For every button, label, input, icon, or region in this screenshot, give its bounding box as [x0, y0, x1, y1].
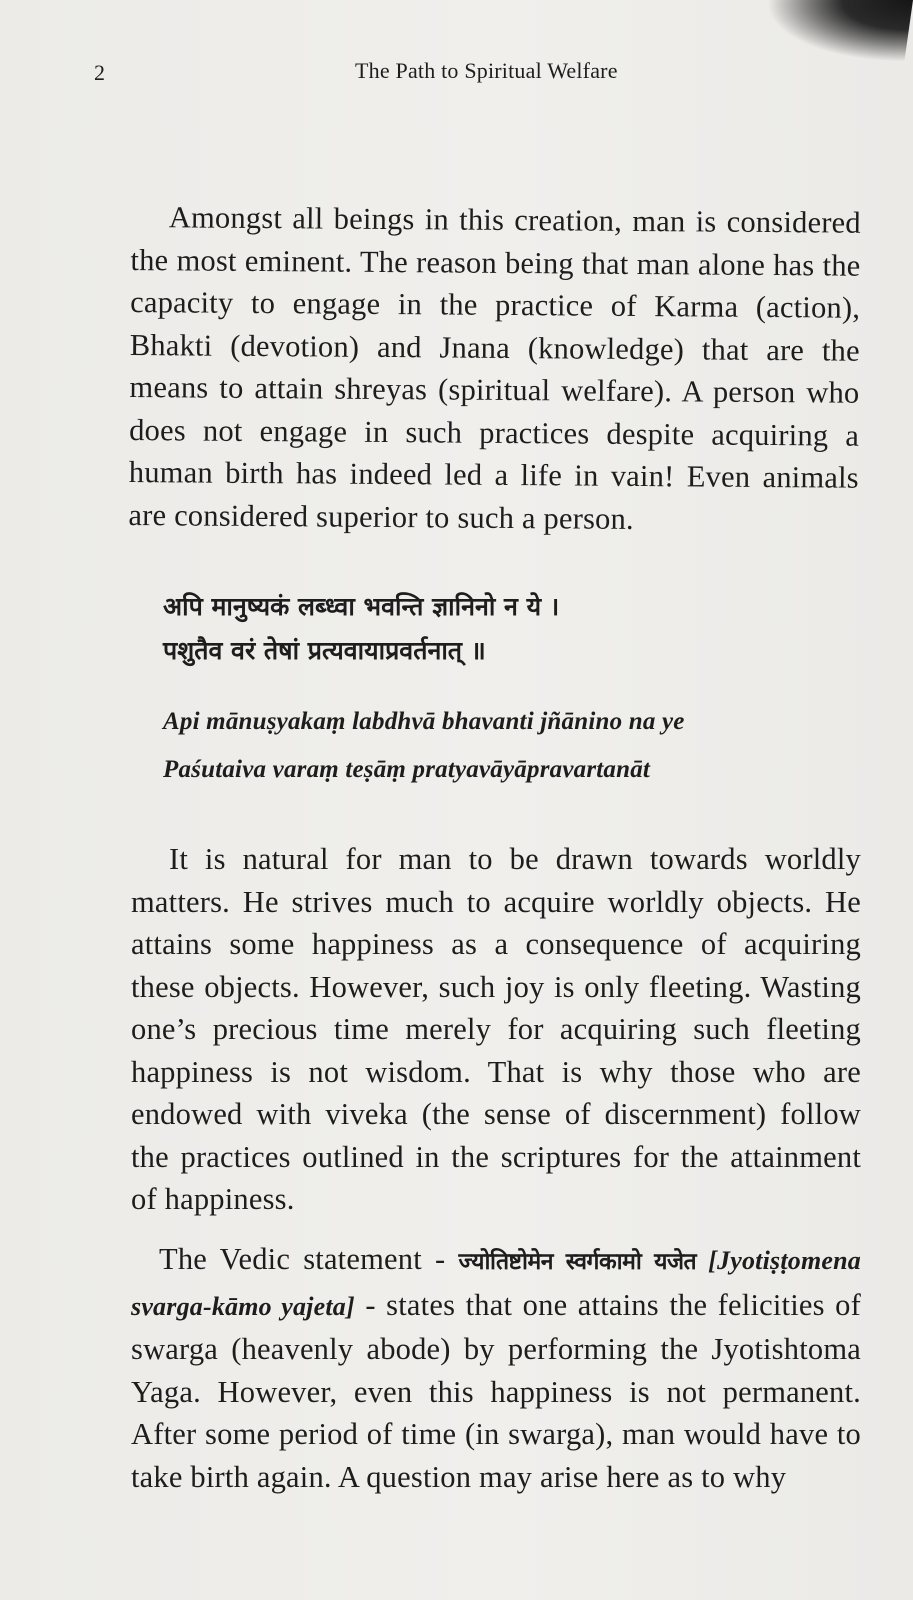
verse-devanagari-line-1: अपि मानुष्यकं लब्ध्वा भवन्ति ज्ञानिनो न ये ।	[163, 592, 560, 621]
running-title: The Path to Spiritual Welfare	[355, 58, 618, 83]
paragraph-3-transliteration: [Jyotiṣṭomena svarga-kāmo yajeta]	[131, 1246, 861, 1321]
page-number: 2	[94, 60, 106, 85]
paragraph-3-lead: The Vedic statement -	[159, 1242, 459, 1276]
paragraph-3-rest: - states that one attains the felicities of swarga (heavenly abode) by performing the Jyotishtoma Yaga. However, even this happiness is not permanent. After some period of time (in swarga), man would have to take birth again. A question may arise here as to why	[131, 1287, 861, 1494]
paragraph-3-sanskrit: ज्योतिष्टोमेन स्वर्गकामो यजेत	[458, 1249, 697, 1275]
paragraph-1: Amongst all beings in this creation, man is considered the most eminent. The reason being that man alone has the capacity to engage in the practice of Karma (action), Bhakti (devotion) and Jnana (knowledge) that are the means to attain shreyas (spiritual welfare). A person who does not engage in such practices despite acquiring a human birth has indeed led a life in vain! Even animals are considered superior to such a person.	[128, 200, 861, 536]
paragraph-2: It is natural for man to be drawn towards worldly matters. He strives much to acquire worldly objects. He attains some happiness as a consequence of acquiring these objects. However, such joy is only fleeting. Wasting one’s precious time merely for acquiring such fleeting happiness is not wisdom. That is why those who are endowed with viveka (the sense of discernment) follow the practices outlined in the scriptures for the attainment of happiness.	[131, 842, 861, 1216]
verse-transliteration-line-2: Paśutaiva varaṃ teṣāṃ pratyavāyāpravartanāt	[163, 756, 651, 783]
verse-transliteration-line-1: Api mānuṣyakaṃ labdhvā bhavanti jñānino na ye	[163, 708, 685, 735]
page-header	[0, 56, 913, 96]
verse-devanagari-line-2: पशुतैव वरं तेषां प्रत्यवायाप्रवर्तनात् ॥	[163, 636, 486, 665]
paragraph-3	[131, 1238, 861, 1498]
